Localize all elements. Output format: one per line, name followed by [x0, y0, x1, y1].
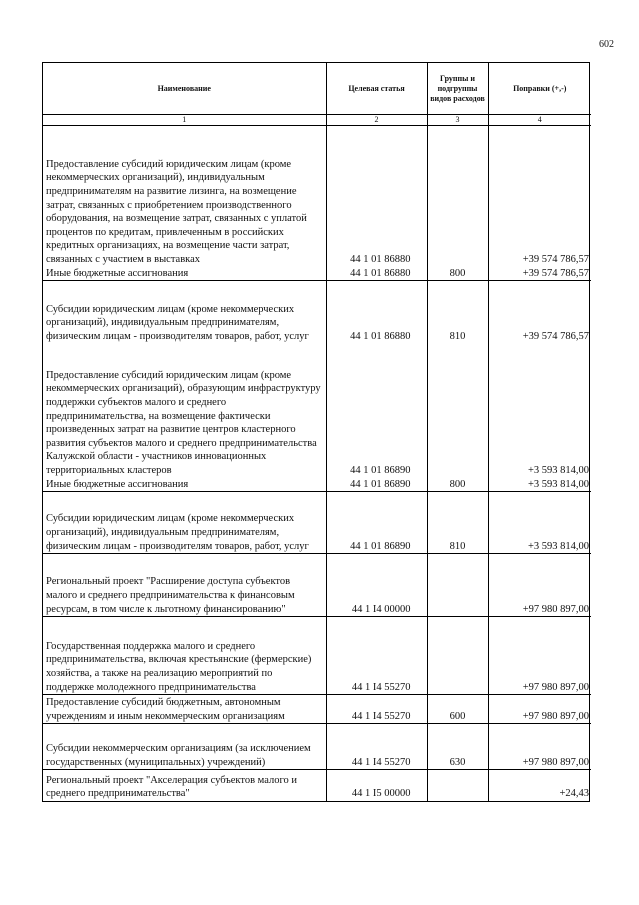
- header-target-article: Целевая статья: [326, 63, 427, 115]
- row-amendment: +24,43: [488, 770, 591, 801]
- row-amendment: +3 593 814,00: [488, 478, 591, 492]
- row-name: Субсидии юридическим лицам (кроме некоммерческих организаций), индивидуальным предпринимателям, физическим лицам - производителям товаров, работ, услуг: [46, 303, 309, 342]
- budget-amendments-table: [42, 62, 590, 802]
- table-row: [43, 492, 591, 554]
- row-amendment: +39 574 786,57: [488, 126, 591, 267]
- row-name: Региональный проект "Акселерация субъектов малого и среднего предпринимательства": [46, 774, 298, 800]
- row-target-article: 44 1 01 86890: [326, 492, 427, 554]
- row-expense-group: 810: [427, 281, 488, 344]
- row-name: Предоставление субсидий юридическим лицам (кроме некоммерческих организаций), образующим инфраструктуру поддержки субъектов малого и среднего предпринимательства, на возмещение фактически произведенных затрат на развитие центров кластерного развития субъектов малого и среднего предпринимательства Калужской области - участников инновационных территориальных кластеров: [46, 369, 321, 476]
- row-name: Региональный проект "Расширение доступа субъектов малого и среднего предпринимательства к финансовым ресурсам, в том числе к льготному финансированию": [43, 554, 326, 617]
- row-amendment: +3 593 814,00: [488, 492, 591, 554]
- row-target-article: 44 1 01 86890: [326, 344, 427, 478]
- row-target-article: 44 1 01 86880: [326, 267, 427, 281]
- row-target-article: 44 1 01 86880: [326, 126, 427, 267]
- row-expense-group: 600: [427, 695, 488, 724]
- row-amendment: +97 980 897,00: [488, 695, 591, 724]
- row-expense-group: 800: [427, 478, 488, 492]
- page-number: 602: [599, 39, 614, 50]
- table-row: [43, 267, 591, 281]
- header-amendments: Поправки (+,-): [488, 63, 591, 115]
- row-name: Предоставление субсидий юридическим лицам (кроме некоммерческих организаций), индивидуальным предпринимателям на развитие лизинга, на возмещение затрат, связанных с приобретением производственного оборудования, на возмещение затрат, связанных с уплатой процентов по кредитам, привлеченным в российских кредитных организациях, на возмещение части затрат, связанных с участием в выставках: [46, 158, 307, 265]
- row-expense-group: [427, 617, 488, 695]
- row-expense-group: 810: [427, 492, 488, 554]
- table-row: [43, 770, 591, 801]
- row-amendment: +97 980 897,00: [488, 724, 591, 770]
- table-row: [43, 478, 591, 492]
- row-expense-group: [427, 554, 488, 617]
- table-row: [43, 554, 591, 617]
- row-amendment: +97 980 897,00: [488, 617, 591, 695]
- row-expense-group: 800: [427, 267, 488, 281]
- row-name: Иные бюджетные ассигнования: [43, 267, 326, 281]
- row-target-article: 44 1 I5 00000: [326, 770, 427, 801]
- row-expense-group: [427, 126, 488, 267]
- row-target-article: 44 1 I4 55270: [326, 724, 427, 770]
- row-amendment: +97 980 897,00: [488, 554, 591, 617]
- column-number: 1: [43, 115, 326, 126]
- header-expense-groups: Группы и подгруппы видов расходов: [427, 63, 488, 115]
- row-name: Предоставление субсидий бюджетным, автономным учреждениям и иным некоммерческим организациям: [43, 695, 326, 724]
- row-target-article: 44 1 I4 55270: [326, 695, 427, 724]
- table-row: [43, 724, 591, 770]
- row-amendment: +39 574 786,57: [488, 281, 591, 344]
- row-amendment: +39 574 786,57: [488, 267, 591, 281]
- row-expense-group: 630: [427, 724, 488, 770]
- column-number: 2: [326, 115, 427, 126]
- column-number: 3: [427, 115, 488, 126]
- row-name: Субсидии юридическим лицам (кроме некоммерческих организаций), индивидуальным предпринимателям, физическим лицам - производителям товаров, работ, услуг: [43, 492, 326, 554]
- header-name: Наименование: [43, 63, 326, 115]
- row-name: Государственная поддержка малого и среднего предпринимательства, включая крестьянские (фермерские) хозяйства, а также на реализацию мероприятий по поддержке молодежного предпринимательства: [43, 617, 326, 695]
- table-row: [43, 617, 591, 695]
- row-target-article: 44 1 01 86890: [326, 478, 427, 492]
- table-row: [43, 695, 591, 724]
- row-expense-group: [427, 344, 488, 478]
- row-expense-group: [427, 770, 488, 801]
- row-amendment: +3 593 814,00: [488, 344, 591, 478]
- table-row: [43, 344, 591, 478]
- row-target-article: 44 1 I4 55270: [326, 617, 427, 695]
- row-target-article: 44 1 01 86880: [326, 281, 427, 344]
- row-name: Иные бюджетные ассигнования: [43, 478, 326, 492]
- table-row: [43, 126, 591, 267]
- column-number: 4: [488, 115, 591, 126]
- row-name: Субсидии некоммерческим организациям (за исключением государственных (муниципальных) учреждений): [43, 724, 326, 770]
- table-row: [43, 281, 591, 344]
- row-target-article: 44 1 I4 00000: [326, 554, 427, 617]
